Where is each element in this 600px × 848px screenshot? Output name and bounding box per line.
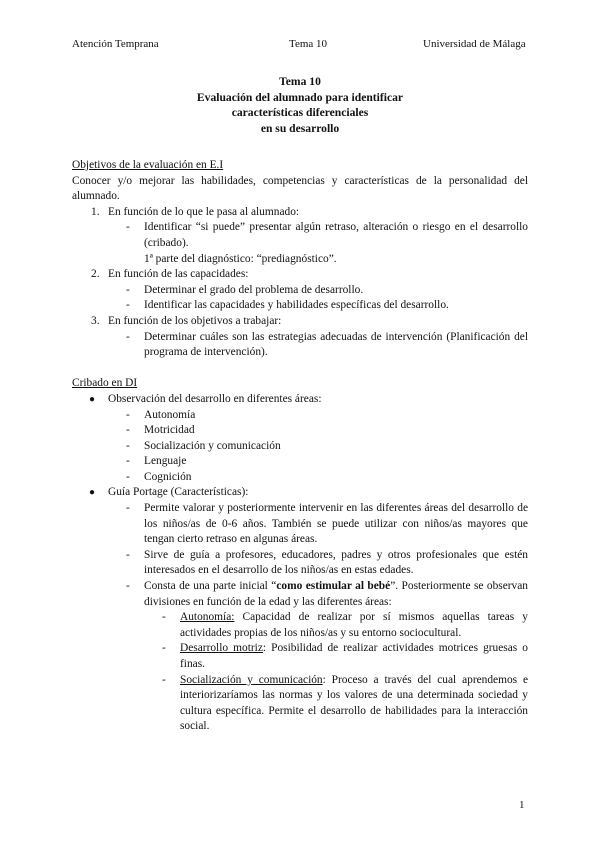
area-text: Cognición (144, 470, 192, 483)
numbered-item (72, 314, 528, 330)
bullet-text: Observación del desarrollo en diferentes áreas: (108, 392, 322, 405)
point-text: Sirve de guía a profesores, educadores, padres y otros profesionales que estén interesados en el desarrollo de los niños/as en estas edades. (144, 548, 528, 577)
section-heading-objetivos: Objetivos de la evaluación en E.I (72, 159, 224, 171)
portage-point (72, 548, 528, 579)
area-item (72, 423, 528, 439)
item-text: En función de los objetivos a trabajar: (108, 314, 282, 327)
bullet-item (72, 392, 528, 408)
numbered-item (72, 205, 528, 221)
title-line-1: Tema 10 (279, 75, 321, 88)
title-line-4: en su desarrollo (260, 121, 340, 135)
point-text: Permite valorar y posteriormente intervenir en las diferentes áreas del desarrollo de los niños/as de 0-6 años. También se puede utilizar con niños/as mayores que tengan cierto retraso en algunas áreas. (144, 502, 528, 546)
subarea-desc: Capacidad de realizar por sí mismos aquellas tareas y actividades propias de los niños/as y su entorno sociocultural. (180, 611, 528, 639)
point-text-bold: como estimular al bebé (276, 580, 391, 593)
header-left: Atención Temprana (72, 38, 159, 50)
item-number: 3. (91, 314, 100, 327)
dash-marker: - (126, 439, 130, 452)
bullet-item (72, 485, 528, 501)
subarea-desc: : Proceso a través del cual aprendemos e interiorizaríamos las normas y los valores de una determinada sociedad y cultura específica. Permite el desarrollo de habilidades para la interacción social. (180, 673, 528, 733)
dash-marker: - (126, 502, 130, 515)
section-heading-cribado: Cribado en DI (72, 377, 138, 390)
dash-marker: - (126, 299, 130, 312)
item-number: 2. (91, 268, 100, 281)
header-right: Universidad de Málaga (423, 38, 526, 50)
document-title (72, 74, 528, 136)
dash-marker: - (126, 283, 130, 296)
dash-marker: - (162, 673, 166, 686)
numbered-item (72, 267, 528, 283)
subarea-desc: : Posibilidad de realizar actividades motrices gruesas o finas. (180, 642, 528, 670)
document-body (72, 158, 528, 735)
dash-marker: - (126, 455, 130, 468)
dash-item (72, 220, 528, 251)
point-text-pre: Consta de una parte inicial “ (144, 580, 277, 593)
subarea-term: Autonomía: (180, 611, 235, 624)
dash-item (72, 298, 528, 314)
dash-marker: - (162, 642, 166, 655)
section-intro: Conocer y/o mejorar las habilidades, competencias y características de la personalidad del alumnado. (72, 174, 528, 203)
dash-marker: - (126, 548, 130, 561)
title-line-2: Evaluación del alumnado para identificar (196, 90, 404, 104)
dash-text: Identificar las capacidades y habilidades específicas del desarrollo. (144, 299, 449, 312)
title-line-3: características diferenciales (231, 106, 369, 119)
dash-text: Identificar “si puede” presentar algún retraso, alteración o riesgo en el desarrollo (cribado). (144, 221, 528, 249)
subarea-item (72, 641, 528, 672)
dash-marker: - (126, 221, 130, 234)
area-item (72, 408, 528, 424)
area-item (72, 454, 528, 470)
dash-marker: - (162, 611, 166, 624)
item-text: En función de las capacidades: (108, 268, 249, 281)
item-text: En función de lo que le pasa al alumnado: (108, 205, 300, 218)
dash-marker: - (126, 424, 130, 437)
dash-marker: - (126, 408, 130, 421)
subarea-term: Socialización y comunicación (180, 673, 323, 686)
bullet-icon: ● (89, 487, 96, 499)
dash-item (72, 283, 528, 299)
area-item (72, 439, 528, 455)
dash-marker: - (126, 470, 130, 483)
dash-item (72, 330, 528, 361)
subarea-term: Desarrollo motriz (180, 642, 263, 655)
subarea-item (72, 673, 528, 735)
page-number: 1 (519, 799, 525, 811)
point-text-post: ”. Posteriormente se observan divisiones en función de la edad y las diferentes áreas: (144, 580, 528, 608)
dash-marker: - (126, 580, 130, 593)
bullet-icon: ● (89, 393, 96, 405)
area-text: Autonomía (144, 408, 196, 421)
spacer (72, 361, 528, 377)
dash-text: Determinar el grado del problema de desarrollo. (144, 283, 364, 296)
bullet-text: Guía Portage (Características): (108, 486, 249, 499)
area-item (72, 470, 528, 486)
dash-text: Determinar cuáles son las estrategias adecuadas de intervención (Planificación del programa de intervención). (144, 330, 528, 359)
portage-point (72, 579, 528, 610)
dash-marker: - (126, 330, 130, 343)
area-text: Socialización y comunicación (144, 439, 281, 452)
subarea-item (72, 610, 528, 641)
header-center: Tema 10 (289, 38, 328, 50)
diagnostic-note (72, 252, 528, 268)
area-text: Lenguaje (144, 455, 187, 468)
note-text: 1ª parte del diagnóstico: “prediagnóstico”. (144, 252, 337, 265)
area-text: Motricidad (144, 424, 195, 437)
portage-point (72, 501, 528, 548)
item-number: 1. (91, 205, 100, 218)
